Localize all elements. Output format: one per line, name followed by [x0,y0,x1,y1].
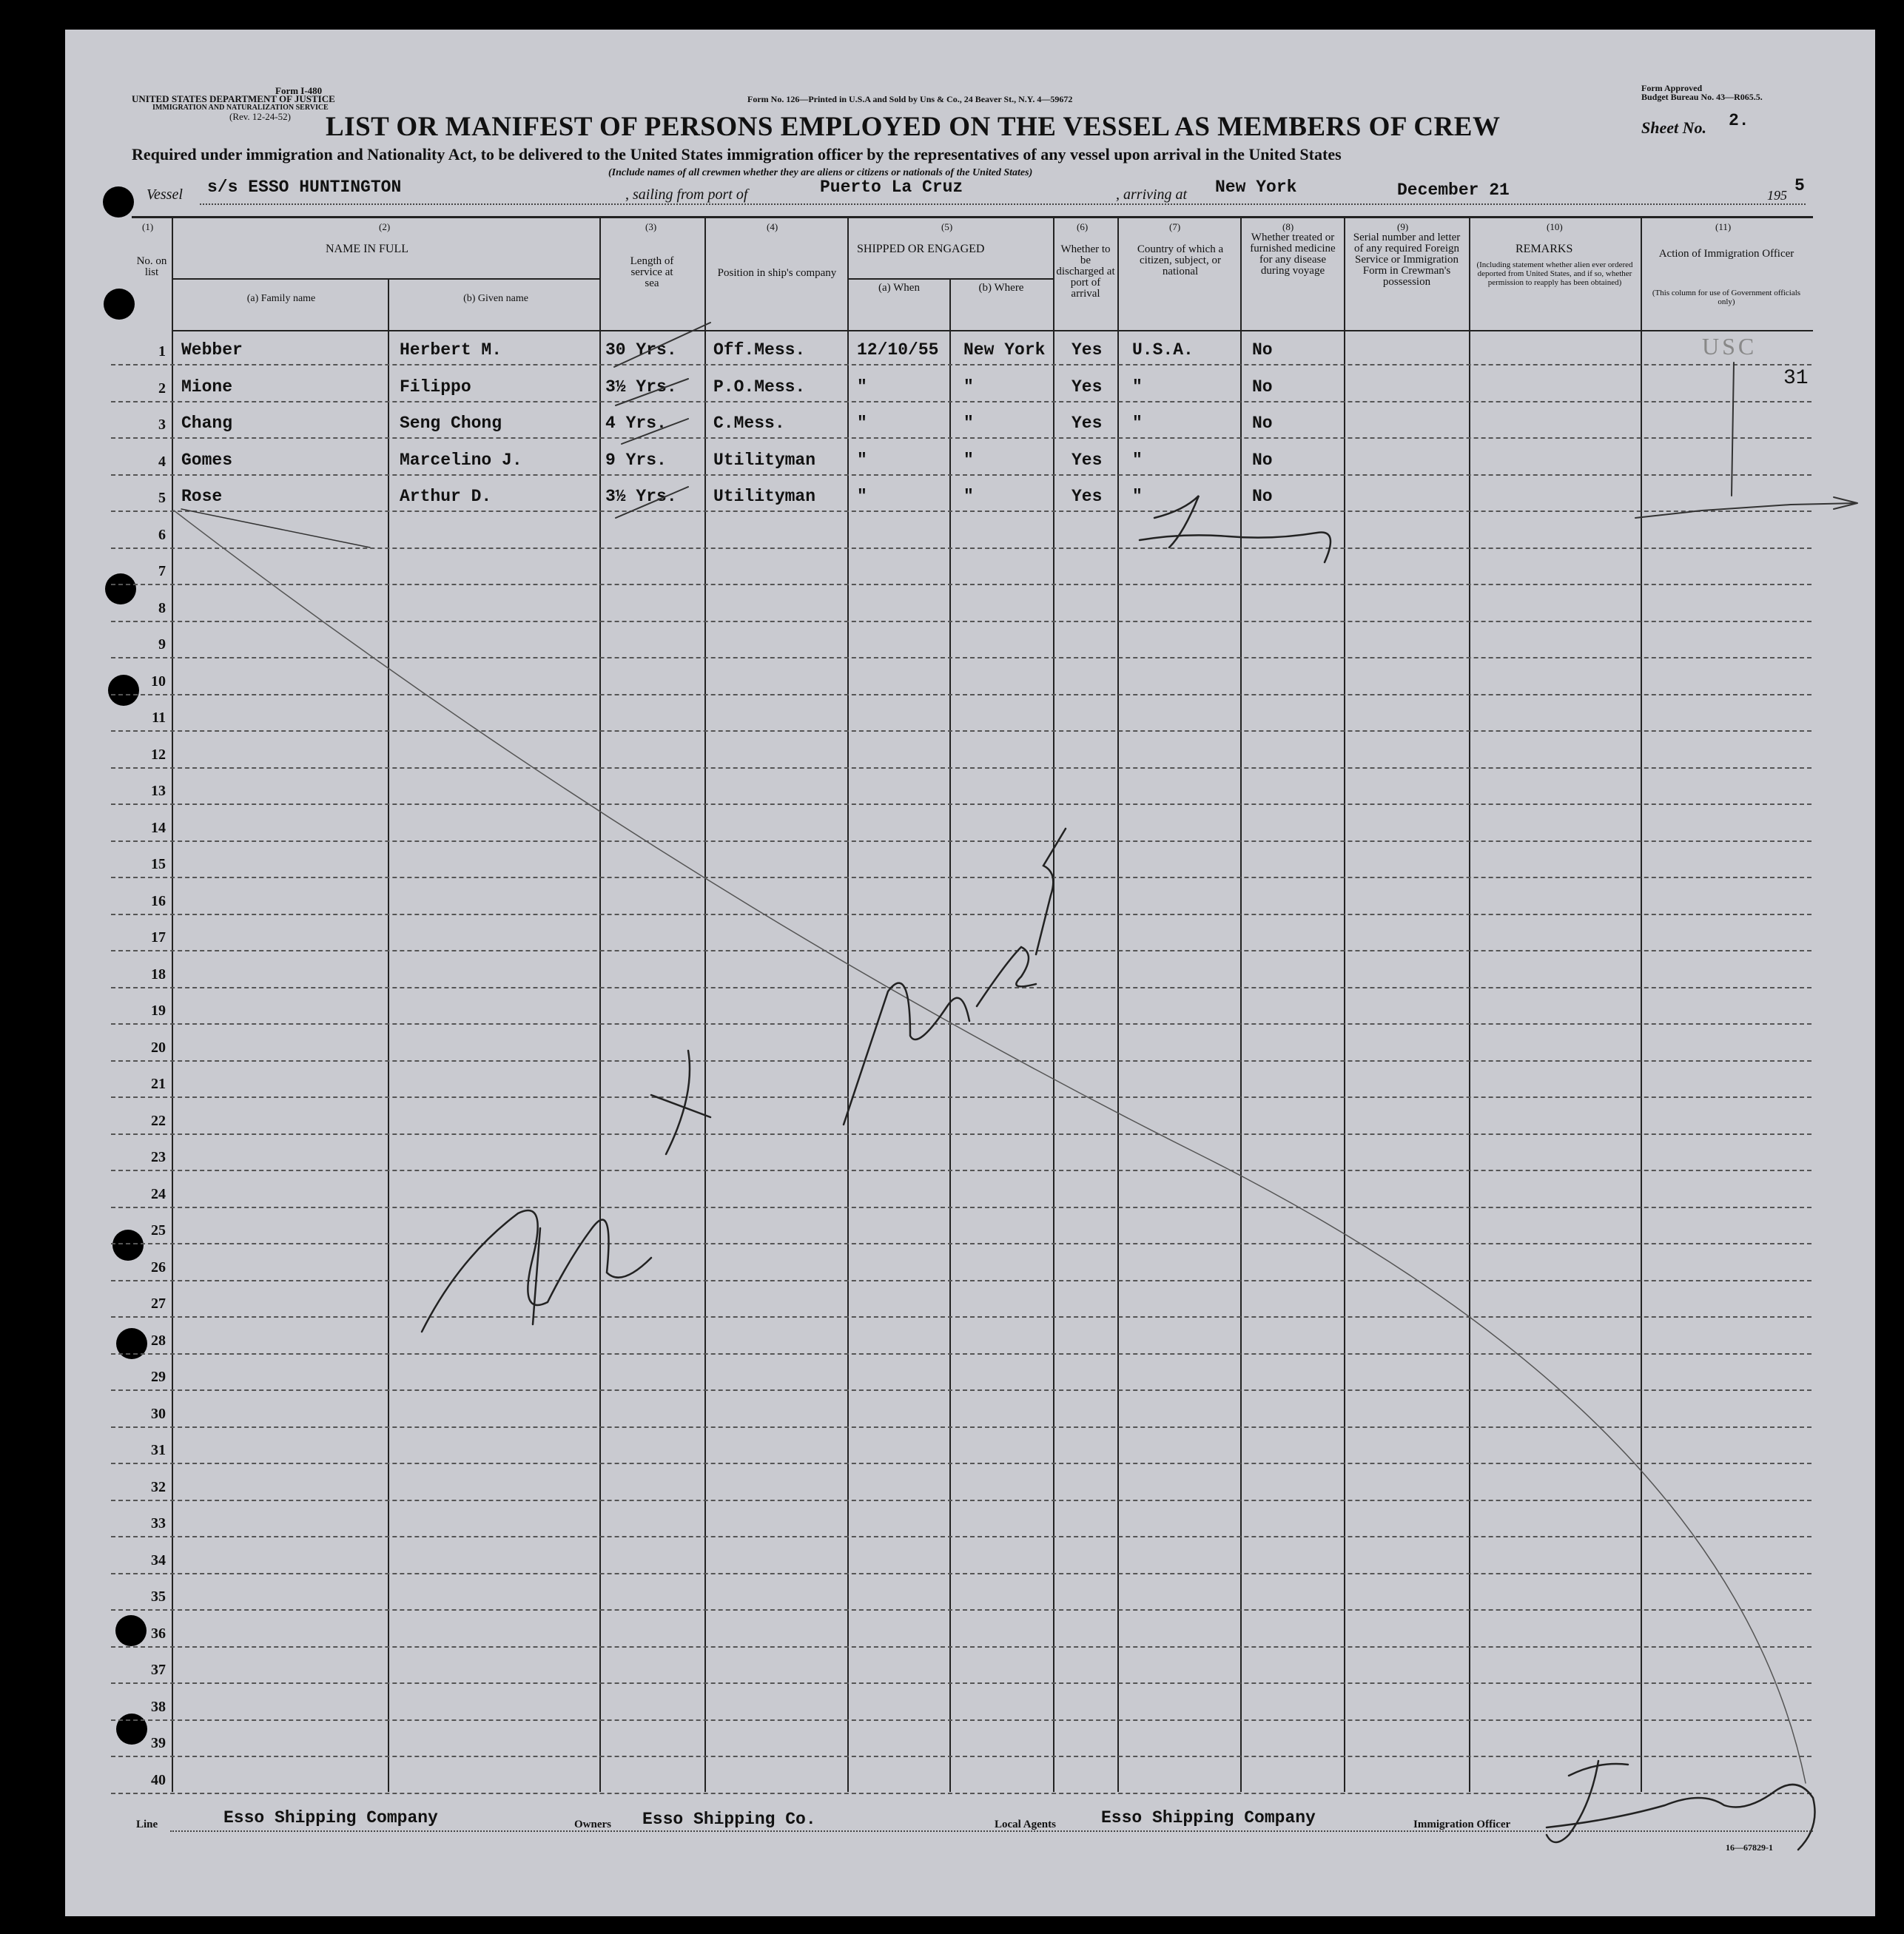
row-number: 8 [158,599,166,616]
agents-label: Local Agents [995,1819,1056,1830]
agents-value: Esso Shipping Company [1101,1808,1316,1827]
form-number: Form I-480 [275,85,323,96]
arrival-date: December 21 [1397,181,1510,200]
cell-medicine: No [1252,340,1273,360]
owners-value: Esso Shipping Co. [642,1810,816,1829]
form-subtitle: Required under immigration and Nationality Act, to be delivered to the United States immigration officer by the representatives of any vessel upon arrival in the United States [132,145,1342,164]
row-number: 38 [151,1698,166,1715]
cell-country: U.S.A. [1132,340,1194,360]
row-number: 31 [151,1442,166,1458]
form-approved: Form Approved [1641,83,1703,93]
col8-number: (8) [1282,221,1294,232]
row-number: 9 [158,636,166,653]
col11-label: Action of Immigration Officer [1658,248,1794,260]
col8-label: Whether treated or furnished medicine for any disease during voyage [1250,232,1336,277]
cell-position: P.O.Mess. [713,377,806,397]
cell-medicine: No [1252,414,1273,433]
cell-position: Off.Mess. [713,340,806,360]
row-number: 29 [151,1369,166,1385]
row-number: 40 [151,1771,166,1788]
cell-where: " [963,377,974,397]
owners-label: Owners [574,1819,611,1830]
year-suffix: 5 [1794,176,1805,195]
row-number: 10 [151,673,166,690]
cell-country: " [1132,487,1143,506]
row-number: 27 [151,1295,166,1312]
col10-number: (10) [1547,221,1563,232]
cell-discharged: Yes [1072,487,1103,506]
row-number: 30 [151,1405,166,1422]
row-number: 6 [158,526,166,543]
form-code: 16—67829-1 [1726,1842,1773,1853]
col6-number: (6) [1077,221,1089,232]
cell-family: Rose [181,487,223,506]
row-number: 13 [151,783,166,799]
row-number: 3 [158,417,166,433]
col2b-label: (b) Given name [463,293,528,304]
footer-underline [170,1830,1813,1832]
row-number: 15 [151,856,166,872]
cell-when: " [857,414,867,433]
cell-given: Arthur D. [400,487,492,506]
vessel-label: Vessel [147,186,183,203]
row-number: 19 [151,1003,166,1019]
cell-when: " [857,487,867,506]
row-number: 2 [158,380,166,397]
col7-label: Country of which a citizen, subject, or national [1137,243,1224,277]
col3-label: Length of service at sea [630,255,674,289]
cell-position: C.Mess. [713,414,785,433]
cell-when: " [857,450,867,470]
year-prefix: 195 [1767,188,1787,203]
form-title: LIST OR MANIFEST OF PERSONS EMPLOYED ON THE VESSEL AS MEMBERS OF CREW [326,112,1501,142]
col9-label: Serial number and letter of any required Foreign Service or Immigration Form in Crewman's possession [1353,232,1461,288]
cell-position: Utilityman [713,487,816,506]
col2-label: NAME IN FULL [326,243,408,255]
cell-discharged: Yes [1072,414,1103,433]
row-number: 17 [151,929,166,946]
row-number: 33 [151,1515,166,1532]
cell-given: Marcelino J. [400,450,522,470]
budget-bureau: Budget Bureau No. 43—R065.5. [1641,92,1763,102]
cell-country: " [1132,377,1143,397]
row-number: 20 [151,1039,166,1056]
col10-label: REMARKS [1516,243,1573,255]
line-value: Esso Shipping Company [223,1808,438,1827]
cell-given: Seng Chong [400,414,502,433]
cell-where: " [963,450,974,470]
immigration-officer-label: Immigration Officer [1413,1819,1511,1830]
row-number: 22 [151,1112,166,1129]
row-number: 1 [158,343,166,360]
cell-discharged: Yes [1072,340,1103,360]
cell-medicine: No [1252,487,1273,506]
col6-label: Whether to be discharged at port of arrival [1056,243,1115,300]
cell-country: " [1132,450,1143,470]
cell-service: 3½ Yrs. [605,487,677,506]
sheet-number: 2. [1729,111,1749,130]
service-line: IMMIGRATION AND NATURALIZATION SERVICE [152,104,329,112]
cell-where: New York [963,340,1046,360]
cell-service: 3½ Yrs. [605,377,677,397]
cell-service: 9 Yrs. [605,450,667,470]
row-number: 16 [151,892,166,909]
col5b-label: (b) Where [978,282,1024,294]
col3-number: (3) [645,221,657,232]
row-number: 18 [151,966,166,983]
vessel-name: s/s ESSO HUNTINGTON [207,178,402,197]
row-number: 32 [151,1478,166,1495]
row-number: 25 [151,1222,166,1239]
col11-number: (11) [1715,221,1732,232]
printer-line: Form No. 126—Printed in U.S.A and Sold by Uns & Co., 24 Beaver St., N.Y. 4—59672 [747,94,1073,104]
arriving-label: , arriving at [1116,186,1188,203]
cell-service: 30 Yrs. [605,340,677,360]
cell-discharged: Yes [1072,377,1103,397]
col9-number: (9) [1397,221,1409,232]
sailing-port: Puerto La Cruz [820,178,963,197]
row-number: 36 [151,1625,166,1642]
cell-family: Webber [181,340,243,360]
row-number: 24 [151,1185,166,1202]
row-number: 21 [151,1076,166,1092]
cell-position: Utilityman [713,450,816,470]
row-number: 26 [151,1259,166,1276]
row-number: 4 [158,453,166,470]
department-line: UNITED STATES DEPARTMENT OF JUSTICE [132,93,335,104]
row-number: 7 [158,563,166,579]
col2a-label: (a) Family name [246,293,316,304]
count-annotation: 31 [1783,367,1809,390]
col4-number: (4) [767,221,778,232]
row-number: 37 [151,1662,166,1678]
form-subnote: (Include names of all crewmen whether they are aliens or citizens or nationals of the United States) [608,167,1033,178]
col2-number: (2) [379,221,391,232]
row-number: 12 [151,746,166,763]
cell-medicine: No [1252,377,1273,397]
handwritten-scrawl [422,496,1815,1850]
row-number: 34 [151,1551,166,1569]
col10-note: (Including statement whether alien ever ordered deported from United States, and if so, whether permission to reapply has been obtained) [1476,260,1633,287]
cell-when: 12/10/55 [857,340,939,360]
row-number: 35 [151,1588,166,1605]
col5-label: SHIPPED OR ENGAGED [857,243,985,255]
cell-where: " [963,414,974,433]
cell-family: Chang [181,414,233,433]
row-number: 5 [158,490,166,506]
col1-number: (1) [142,221,154,232]
cell-discharged: Yes [1072,450,1103,470]
cell-medicine: No [1252,450,1273,470]
cell-country: " [1132,414,1143,433]
revision-date: (Rev. 12-24-52) [229,111,291,122]
cell-family: Gomes [181,450,233,470]
sailing-label: , sailing from port of [625,186,748,203]
col5-number: (5) [941,221,953,232]
cell-family: Mione [181,377,233,397]
cell-given: Filippo [400,377,471,397]
row-number: 23 [151,1149,166,1165]
cell-service: 4 Yrs. [605,414,667,433]
line-label: Line [136,1819,158,1830]
row-number: 11 [152,710,166,726]
row-number: 14 [151,819,166,836]
col1-label: No. on list [136,255,167,278]
cell-when: " [857,377,867,397]
cell-given: Herbert M. [400,340,502,360]
col7-number: (7) [1169,221,1181,232]
cell-where: " [963,487,974,506]
sheet-label: Sheet No. [1641,118,1706,137]
row-number: 28 [151,1332,166,1349]
col11-note: (This column for use of Government officials only) [1652,289,1801,306]
row-number: 39 [151,1735,166,1751]
arriving-port: New York [1215,178,1297,197]
usc-stamp: USC [1702,333,1757,360]
col4-label: Position in ship's company [717,267,837,279]
col5a-label: (a) When [878,282,920,294]
